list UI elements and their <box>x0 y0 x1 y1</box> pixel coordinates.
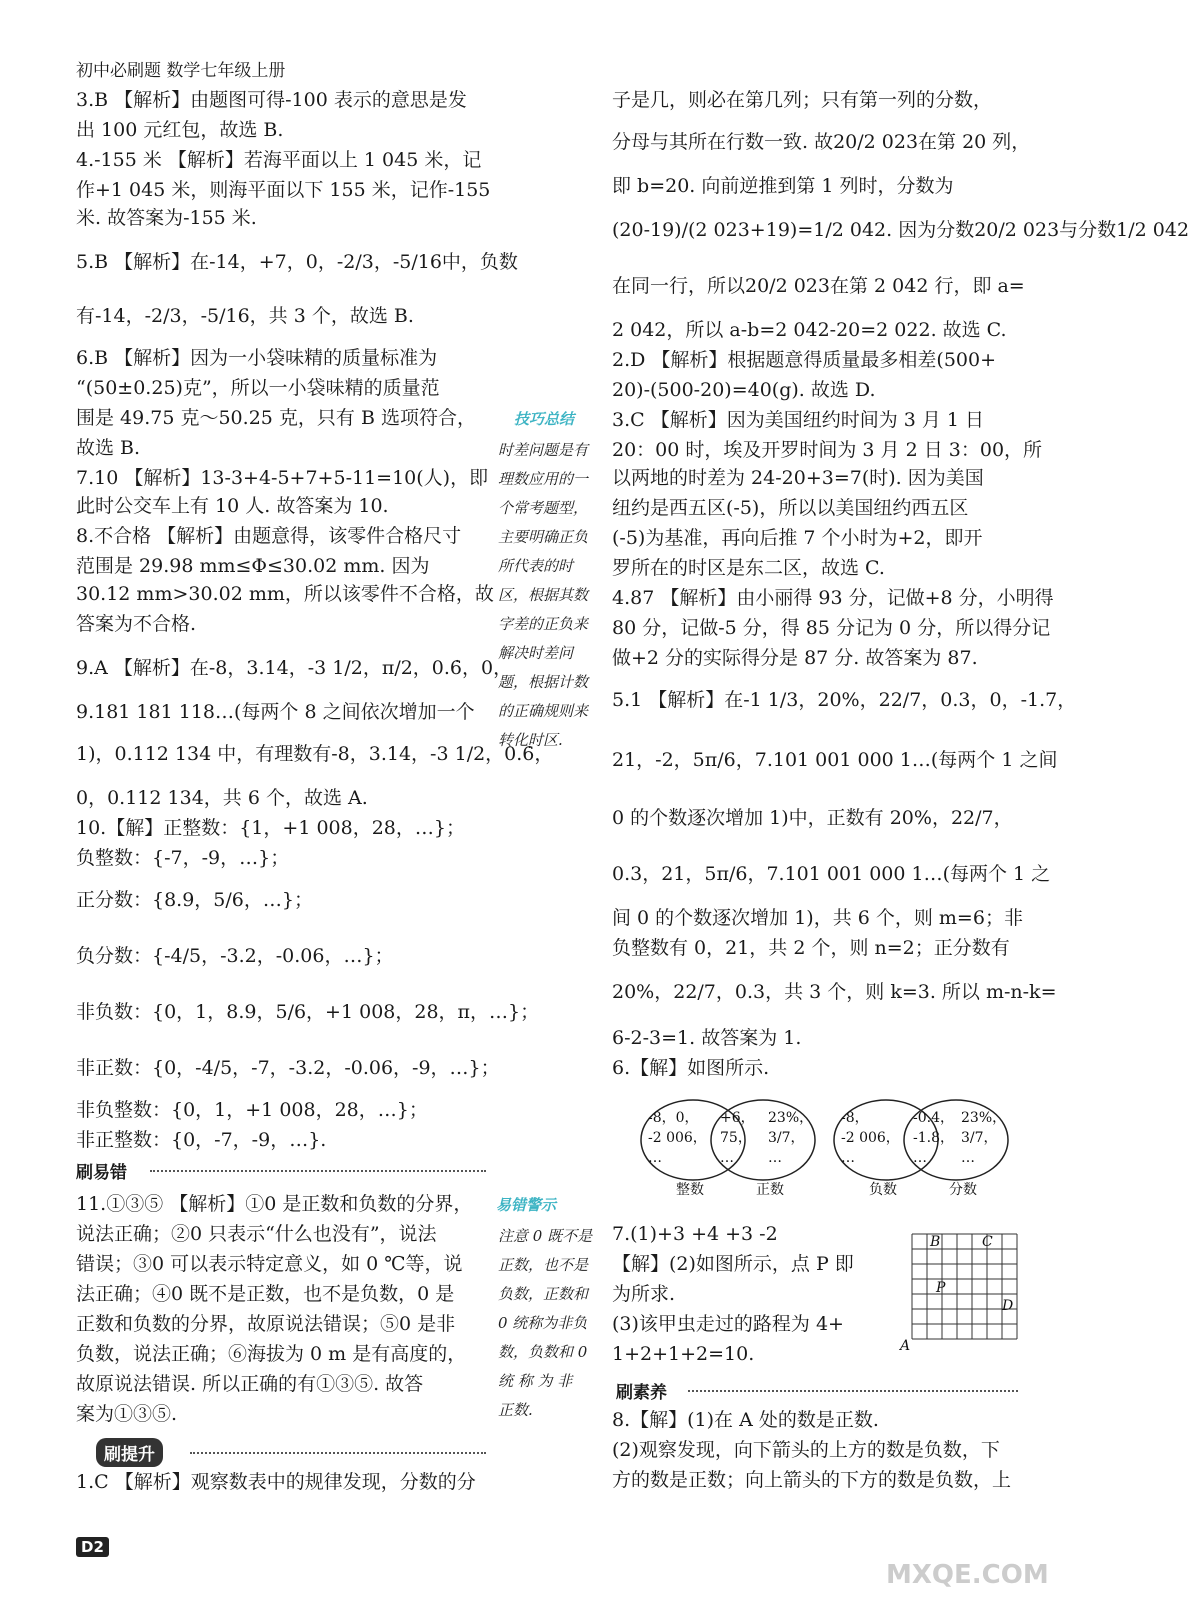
left-line: 8.不合格 【解析】由题意得，该零件合格尺寸 <box>76 525 462 547</box>
right-line: 负整数有 0，21，共 2 个，则 n=2；正分数有 <box>612 937 1010 959</box>
tip-title-jiqiao: 技巧总结 <box>514 410 575 428</box>
tip-line: 理数应用的一 <box>498 470 589 488</box>
venn-mid-item: … <box>720 1150 734 1166</box>
right-line: 0 的个数逐次增加 1)中，正数有 20%，22/7， <box>612 807 1013 829</box>
right-line: 以两地的时差为 24-20+3=7(时). 因为美国 <box>612 467 984 489</box>
venn-right-item: 3/7， <box>961 1130 998 1146</box>
venn-mid-item: -1.8， <box>913 1130 954 1146</box>
tip-line: 区，根据其数 <box>498 586 589 604</box>
tip-line: 转化时区. <box>498 731 563 749</box>
left-line: 出 100 元红包，故选 B. <box>76 119 284 141</box>
venn-label: 分数 <box>949 1182 977 1198</box>
left-line: 负数，说法正确；⑥海拔为 0 m 是有高度的， <box>76 1343 467 1365</box>
venn-left-item: … <box>648 1150 662 1166</box>
tip-line: 题，根据计数 <box>498 673 589 691</box>
venn-label: 整数 <box>676 1182 704 1198</box>
divider <box>150 1170 486 1172</box>
section-suyang: 刷素养 <box>616 1383 667 1403</box>
venn-mid-item: -0.4， <box>913 1110 954 1126</box>
venn-left-item: -8，0， <box>648 1110 699 1126</box>
right-line: 方的数是正数；向上箭头的下方的数是负数，上 <box>612 1469 1012 1491</box>
right-line: 子是几，则必在第几列；只有第一列的分数， <box>612 89 993 111</box>
right-line: 【解】(2)如图所示，点 P 即 <box>612 1253 854 1275</box>
left-line: 1)，0.112 134 中，有理数有-8，3.14，-3 1/2，0.6̇， <box>76 743 554 765</box>
grid-point-label: A <box>900 1338 911 1354</box>
right-line: 罗所在的时区是东二区，故选 C. <box>612 557 885 579</box>
left-line: 5.B 【解析】在-14，+7，0，-2/3，-5/16中，负数 <box>76 251 518 273</box>
left-line: 故原说法错误. 所以正确的有①③⑤. 故答 <box>76 1373 424 1395</box>
venn-right-item: 3/7， <box>768 1130 805 1146</box>
left-line: 错误；③0 可以表示特定意义，如 0 ℃等，说 <box>76 1253 463 1275</box>
tip-line: 字差的正负来 <box>498 615 589 633</box>
venn-left-item: … <box>841 1150 855 1166</box>
left-line: 作+1 045 米，则海平面以下 155 米，记作-155 <box>76 179 491 201</box>
tip-line: 所代表的时 <box>498 557 574 575</box>
tip-line: 数，负数和 0 <box>498 1343 588 1361</box>
right-line: 21，-2，5π/6，7.101 001 000 1…(每两个 1 之间 <box>612 749 1058 771</box>
divider <box>688 1390 1018 1392</box>
left-line: 答案为不合格. <box>76 613 197 635</box>
left-line: 范围是 29.98 mm≤Φ≤30.02 mm. 因为 <box>76 555 430 577</box>
right-line: 3.C 【解析】因为美国纽约时间为 3 月 1 日 <box>612 409 985 431</box>
section-tisheng: 刷提升 <box>96 1438 163 1467</box>
right-line: 即 b=20. 向前逆推到第 1 列时，分数为 <box>612 175 954 197</box>
venn-right-item: … <box>768 1150 782 1166</box>
right-line: 纽约是西五区(-5)，所以以美国纽约西五区 <box>612 497 969 519</box>
right-line: 分母与其所在行数一致. 故20/2 023在第 20 列， <box>612 131 1031 153</box>
right-line: (20-19)/(2 023+19)=1/2 042. 因为分数20/2 023与分数1/2 042 <box>612 219 1189 241</box>
grid-figure <box>896 1226 1024 1354</box>
left-line: 围是 49.75 克～50.25 克，只有 B 选项符合， <box>76 407 476 429</box>
venn-mid-item: +6， <box>720 1110 755 1126</box>
right-line: 7.(1)+3 +4 +3 -2 <box>612 1223 778 1245</box>
left-line: 法正确；④0 既不是正数，也不是负数，0 是 <box>76 1283 455 1305</box>
grid-point-label: D <box>1002 1298 1014 1314</box>
left-line: 米. 故答案为-155 米. <box>76 207 257 229</box>
venn-left-item: -8， <box>841 1110 869 1126</box>
left-line: 3.B 【解析】由题图可得-100 表示的意思是发 <box>76 89 467 111</box>
venn-diagrams <box>636 1094 1007 1204</box>
left-line: 案为①③⑤. <box>76 1403 178 1425</box>
left-line: 正分数：{8.9，5/6，…}； <box>76 889 313 911</box>
left-line: 9.A 【解析】在-8，3.14，-3 1/2，π/2，0.6̇，0， <box>76 657 513 679</box>
venn-right-item: 23%， <box>768 1110 814 1126</box>
tip-line: 统 称 为 非 <box>498 1372 573 1390</box>
right-line: 2 042，所以 a-b=2 042-20=2 022. 故选 C. <box>612 319 1007 341</box>
tip-line: 个常考题型， <box>498 499 589 517</box>
right-line: 8.【解】(1)在 A 处的数是正数. <box>612 1409 879 1431</box>
right-line: 做+2 分的实际得分是 87 分. 故答案为 87. <box>612 647 978 669</box>
tip-line: 正数. <box>498 1401 533 1419</box>
right-line: 2.D 【解析】根据题意得质量最多相差(500+ <box>612 349 996 371</box>
right-line: (3)该甲虫走过的路程为 4+ <box>612 1313 844 1335</box>
right-line: 20)-(500-20)=40(g). 故选 D. <box>612 379 876 401</box>
venn-left-item: -2 006， <box>648 1130 707 1146</box>
grid-point-label: P <box>936 1280 946 1296</box>
tip-line: 注意 0 既不是 <box>498 1227 593 1245</box>
left-line: 7.10 【解析】13-3+4-5+7+5-11=10(人)，即 <box>76 467 489 489</box>
tip-line: 的正确规则来 <box>498 702 589 720</box>
tip-line: 主要明确正负 <box>498 528 589 546</box>
tip-title-yicuo: 易错警示 <box>496 1196 557 1214</box>
left-line: 10.【解】正整数：{1，+1 008，28，…}； <box>76 817 465 839</box>
right-line: 20%，22/7，0.3，共 3 个，则 k=3. 所以 m-n-k= <box>612 981 1057 1003</box>
left-line: 说法正确；②0 只表示“什么也没有”，说法 <box>76 1223 437 1245</box>
left-line: 非正数：{0，-4/5，-7，-3.2，-0.06，-9，…}； <box>76 1057 500 1079</box>
venn-mid-item: … <box>913 1150 927 1166</box>
right-line: 6.【解】如图所示. <box>612 1057 770 1079</box>
venn-label: 负数 <box>869 1182 897 1198</box>
left-line: 9.181 181 118…(每两个 8 之间依次增加一个 <box>76 701 475 723</box>
left-line: 非负数：{0，1，8.9，5/6，+1 008，28，π，…}； <box>76 1001 540 1023</box>
grid-point-label: B <box>930 1234 941 1250</box>
left-line: 负分数：{-4/5，-3.2，-0.06，…}； <box>76 945 394 967</box>
page-header: 初中必刷题 数学七年级上册 <box>76 61 286 81</box>
page-number: D2 <box>76 1537 109 1557</box>
tip-line: 负数，正数和 <box>498 1285 589 1303</box>
right-line: 0.3，21，5π/6，7.101 001 000 1…(每两个 1 之 <box>612 863 1051 885</box>
right-line: 1+2+1+2=10. <box>612 1343 755 1365</box>
divider <box>190 1452 486 1454</box>
left-line: 30.12 mm>30.02 mm，所以该零件不合格，故 <box>76 583 494 605</box>
venn-label: 正数 <box>756 1182 784 1198</box>
left-line: 6.B 【解析】因为一小袋味精的质量标准为 <box>76 347 438 369</box>
tip-line: 0 统称为非负 <box>498 1314 588 1332</box>
right-line: 5.1 【解析】在-1 1/3，20%，22/7，0.3，0，-1.7， <box>612 689 1077 711</box>
left-line: 0，0.112 134，共 6 个，故选 A. <box>76 787 368 809</box>
right-line: 80 分，记做-5 分，得 85 分记为 0 分，所以得分记 <box>612 617 1051 639</box>
left-line: 11.①③⑤ 【解析】①0 是正数和负数的分界， <box>76 1193 473 1215</box>
right-line: 为所求. <box>612 1283 676 1305</box>
venn-right-item: … <box>961 1150 975 1166</box>
left-line: 故选 B. <box>76 437 141 459</box>
right-line: 在同一行，所以20/2 023在第 2 042 行，即 a= <box>612 275 1025 297</box>
watermark: MXQE.COM <box>886 1560 1049 1590</box>
left-line: 4.-155 米 【解析】若海平面以上 1 045 米，记 <box>76 149 482 171</box>
right-line: 6-2-3=1. 故答案为 1. <box>612 1027 802 1049</box>
right-line: (2)观察发现，向下箭头的上方的数是负数，下 <box>612 1439 1000 1461</box>
section-yicuo: 刷易错 <box>76 1163 127 1183</box>
venn-left-item: -2 006， <box>841 1130 900 1146</box>
left-line: 有-14，-2/3，-5/16，共 3 个，故选 B. <box>76 305 414 327</box>
tip-line: 解决时差问 <box>498 644 574 662</box>
left-line: 非正整数：{0，-7，-9，…}. <box>76 1129 327 1151</box>
left-line: 正数和负数的分界，故原说法错误；⑤0 是非 <box>76 1313 456 1335</box>
left-line: 1.C 【解析】观察数表中的规律发现，分数的分 <box>76 1471 476 1493</box>
right-line: 间 0 的个数逐次增加 1)，共 6 个，则 m=6；非 <box>612 907 1023 929</box>
grid-point-label: C <box>982 1234 993 1250</box>
right-line: 4.87 【解析】由小丽得 93 分，记做+8 分，小明得 <box>612 587 1054 609</box>
right-line: 20：00 时，埃及开罗时间为 3 月 2 日 3：00，所 <box>612 439 1043 461</box>
left-line: 负整数：{-7，-9，…}； <box>76 847 290 869</box>
venn-right-item: 23%， <box>961 1110 1007 1126</box>
left-line: “(50±0.25)克”，所以一小袋味精的质量范 <box>76 377 440 399</box>
left-line: 非负整数：{0，1，+1 008，28，…}； <box>76 1099 428 1121</box>
venn-mid-item: 75， <box>720 1130 752 1146</box>
right-line: (-5)为基准，再向后推 7 个小时为+2，即开 <box>612 527 983 549</box>
tip-line: 正数，也不是 <box>498 1256 589 1274</box>
tip-line: 时差问题是有 <box>498 441 589 459</box>
left-line: 此时公交车上有 10 人. 故答案为 10. <box>76 495 389 517</box>
